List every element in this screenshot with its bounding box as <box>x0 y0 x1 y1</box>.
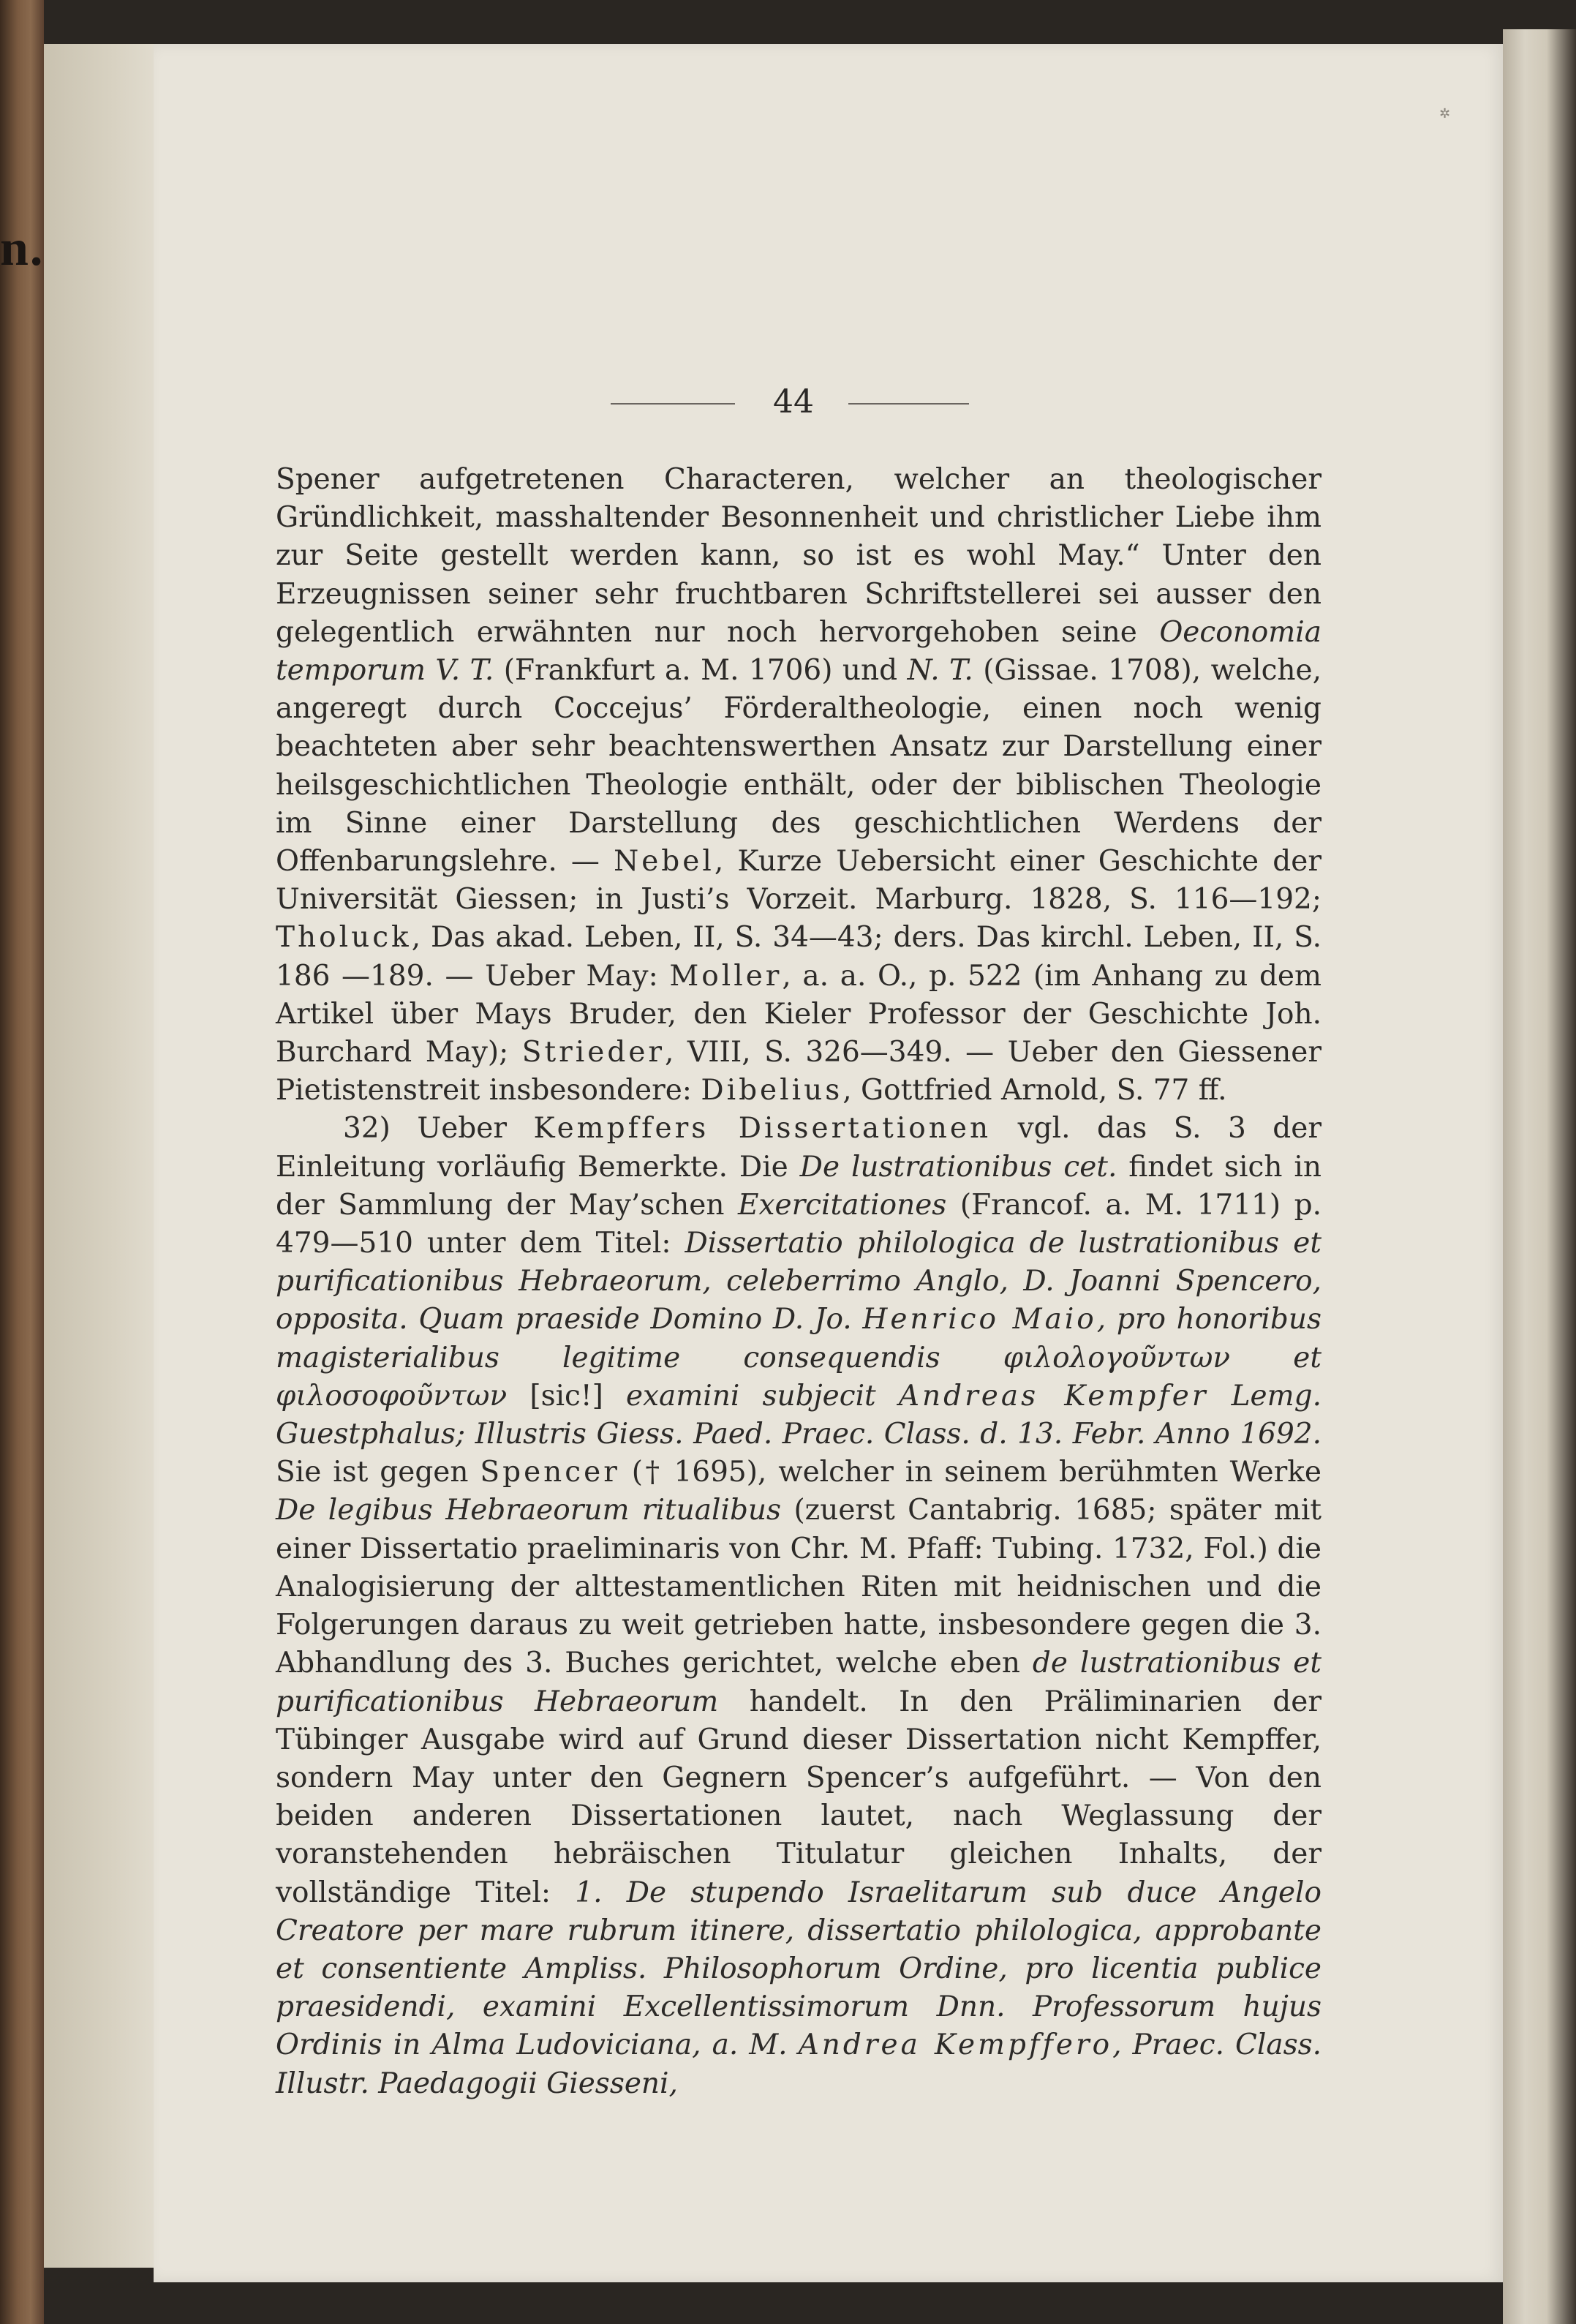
author-moller: Moller <box>669 959 783 993</box>
author-strieder: Strieder <box>521 1036 666 1069</box>
page-number: 44 <box>773 383 814 421</box>
dissertation-title-cont: examini subjecit <box>625 1379 899 1413</box>
text-run: , a. a. O., p. 522 (im Anhang zu dem Artikel über Mays Bruder, den Kieler Professor der Geschichte Joh. Burchard May); <box>276 959 1321 1069</box>
paragraph-continuation <box>276 461 1321 1110</box>
dissertation-title-1-cont: , Praec. Class. Illustr. Paedagogii Giesseni, <box>276 2028 1321 2100</box>
work-title-exercitationes: Exercitationes <box>738 1188 947 1222</box>
work-title-nt: N. T. <box>907 654 973 688</box>
text-run: (Francof. a. M. 1711) p. 479—510 unter dem Titel: <box>276 1188 1321 1260</box>
text-run: , Kurze Uebersicht einer Geschichte der Universität Giessen; in Justi’s Vorzeit. Marburg. 1828, S. 116—192; <box>276 845 1321 917</box>
name-andreas-kempfer: Andreas Kempfer <box>898 1379 1209 1413</box>
header-rule-left <box>611 403 735 405</box>
text-run: vgl. das S. 3 der Einleitung vorläufig Bemerkte. Die <box>276 1112 1321 1184</box>
sic-note: [sic!] <box>507 1379 626 1413</box>
work-title-oeconomia: Oeconomia temporum V. T. <box>276 615 1321 688</box>
text-run: , Das akad. Leben, II, S. 34—43; ders. Das kirchl. Leben, II, S. 186 —189. — Ueber May: <box>276 921 1321 993</box>
text-run: 32) Ueber <box>343 1112 534 1146</box>
footnote-32 <box>276 1110 1321 2102</box>
dissertation-title-end: Lemg. Guestphalus; Illustris Giess. Paed. Praec. Class. d. 13. Febr. Anno 1692. <box>276 1379 1321 1451</box>
dissertation-title-1: 1. De stupendo Israelitarum sub duce Angelo Creatore per mare rubrum itinere, dissertatio philologica, approbante et consentiente Ampliss. Philosophorum Ordine, pro licentia publice praesidendi, examini Excellentissimorum Dnn. Professorum hujus Ordinis in Alma Ludoviciana, a. M. <box>276 1876 1321 2062</box>
text-run: , Gottfried Arnold, S. 77 ff. <box>842 1074 1227 1108</box>
text-run: , VIII, S. 326—349. — Ueber den Giessener Pietistenstreit insbesondere: <box>276 1036 1321 1108</box>
header-rule-right <box>848 403 969 405</box>
subject-kempffers-dissertationen: Kempffers Dissertationen <box>533 1112 992 1146</box>
author-tholuck: Tholuck <box>276 921 412 955</box>
binding-marks: n. <box>0 220 45 277</box>
work-title-de-lustrationibus: De lustrationibus cet. <box>799 1150 1117 1184</box>
author-nebel: Nebel <box>614 845 715 879</box>
right-page-edge <box>1503 29 1576 2324</box>
text-run: (Gissae. 1708), welche, angeregt durch Coccejus’ Förderaltheologie, einen noch wenig beachteten aber sehr beachtenswerthen Ansatz zur Darstellung einer heilsgeschichtlichen Theologie enthält, oder der biblischen Theologie im Sinne einer Darstellung des geschichtlichen Werdens der Offenbarungslehre. — <box>276 654 1321 879</box>
author-dibelius: Dibelius <box>701 1074 843 1108</box>
text-run: (Frankfurt a. M. 1706) und <box>494 654 908 688</box>
paper-blemish: ✲ <box>1439 106 1451 121</box>
text-run: (zuerst Cantabrig. 1685; später mit einer Dissertatio praeliminaris von Chr. M. Pfaff: Tubing. 1732, Fol.) die Analogisierung der alttestamentlichen Riten mit heidnischen und die Folgerungen daraus zu weit getrieben hatte, insbesondere gegen die 3. Abhandlung des 3. Buches gerichtet, welche eben <box>276 1494 1322 1680</box>
text-run: Spener aufgetretenen Characteren, welcher an theologischer Gründlichkeit, masshaltender Besonnenheit und christlicher Liebe ihm zur Seite gestellt werden kann, so ist es wohl May.“ Unter den Erzeugnissen seiner sehr fruchtbaren Schriftstellerei sei ausser den gelegentlich erwähnten nur noch hervorgehoben seine <box>276 463 1321 649</box>
text-run: findet sich in der Sammlung der May’schen <box>276 1150 1321 1222</box>
text-run: († 1695), welcher in seinem berühmten Werke <box>619 1456 1321 1489</box>
text-run: handelt. In den Präliminarien der Tübinger Ausgabe wird auf Grund dieser Dissertation nicht Kempffer, sondern May unter den Gegnern Spencer’s aufgeführt. — Von den beiden anderen Dissertationen lautet, nach Weglassung der voranstehenden hebräischen Titulatur gleichen Inhalts, der vollständige Titel: <box>276 1685 1321 1909</box>
body-text <box>276 461 1321 2103</box>
author-spencer: Spencer <box>480 1456 620 1489</box>
work-title-de-lustrationibus-2: de lustrationibus et purificationibus Hebraeorum <box>276 1647 1321 1718</box>
name-henrico-maio: Henrico Maio <box>862 1303 1097 1336</box>
dissertation-title: Dissertatio philologica de lustrationibus et purificationibus Hebraeorum, celeberrimo Anglo, D. Joanni Spencero, opposita. Quam praeside Domino D. Jo. <box>276 1227 1321 1336</box>
book-binding <box>0 0 44 2324</box>
text-run: Sie ist gegen <box>276 1456 480 1489</box>
page-edge <box>44 44 161 2268</box>
name-andrea-kempffero: Andrea Kempffero <box>798 2028 1113 2062</box>
work-title-de-legibus: De legibus Hebraeorum ritualibus <box>276 1494 782 1527</box>
dissertation-title-cont: , pro honoribus magisterialibus legitime consequendis φιλολογοῦντων et φιλοσοφοῦντων <box>276 1303 1322 1413</box>
